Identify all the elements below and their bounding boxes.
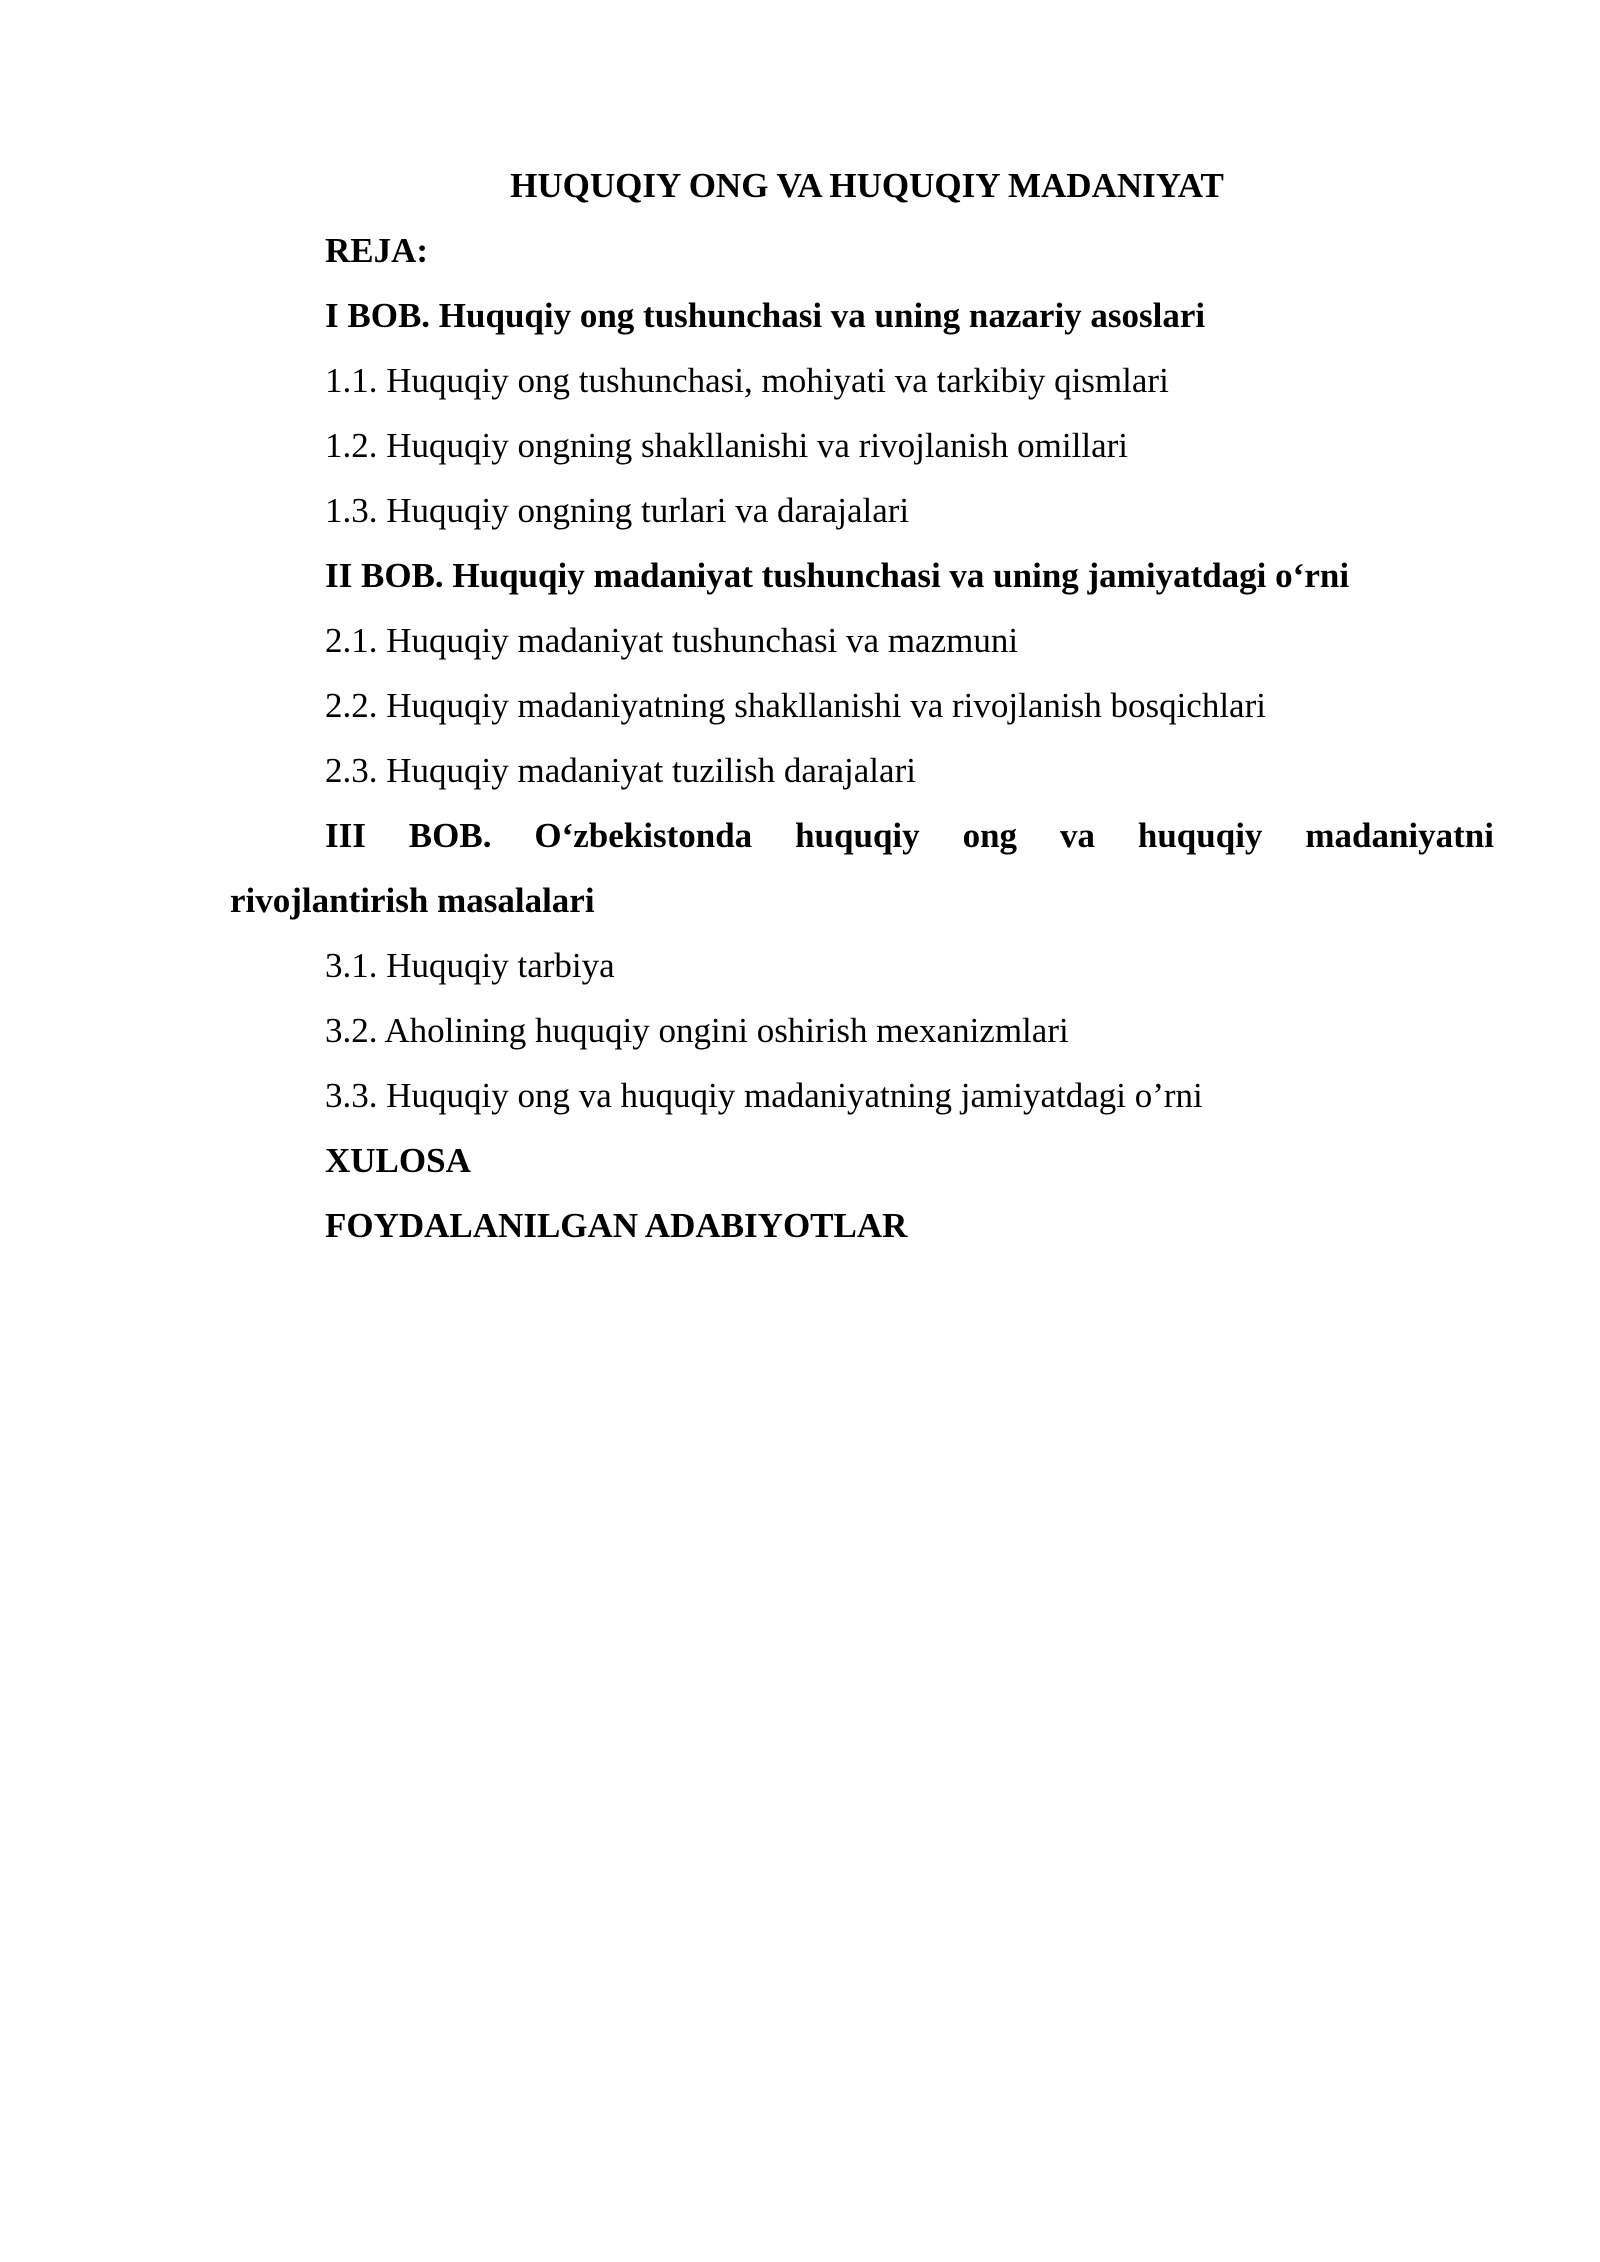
section-3-2: 3.2. Aholining huquqiy ongini oshirish mexanizmlari [325, 1011, 1069, 1050]
section-2-2: 2.2. Huquqiy madaniyatning shakllanishi va rivojlanish bosqichlari [325, 686, 1266, 725]
conclusion-heading: XULOSA [325, 1141, 471, 1180]
references-heading: FOYDALANILGAN ADABIYOTLAR [325, 1206, 908, 1245]
chapter-3-heading-continuation: rivojlantirish masalalari [230, 881, 595, 920]
section-1-3: 1.3. Huquqiy ongning turlari va darajalari [325, 491, 910, 530]
chapter-2-heading: II BOB. Huquqiy madaniyat tushunchasi va uning jamiyatdagi o‘rni [325, 556, 1350, 595]
section-3-1: 3.1. Huquqiy tarbiya [325, 946, 615, 985]
chapter-1-heading: I BOB. Huquqiy ong tushunchasi va uning nazariy asoslari [325, 296, 1206, 335]
section-3-3: 3.3. Huquqiy ong va huquqiy madaniyatning jamiyatdagi o’rni [325, 1076, 1203, 1115]
section-1-1: 1.1. Huquqiy ong tushunchasi, mohiyati va tarkibiy qismlari [325, 361, 1169, 400]
section-1-2: 1.2. Huquqiy ongning shakllanishi va rivojlanish omillari [325, 426, 1128, 465]
chapter-3-heading: III BOB. O‘zbekistonda huquqiy ong va huquqiy madaniyatni [325, 816, 1494, 855]
section-2-3: 2.3. Huquqiy madaniyat tuzilish darajalari [325, 751, 916, 790]
document-title: HUQUQIY ONG VA HUQUQIY MADANIYAT [510, 166, 1224, 205]
section-2-1: 2.1. Huquqiy madaniyat tushunchasi va mazmuni [325, 621, 1019, 660]
plan-heading: REJA: [325, 231, 429, 270]
document-body [230, 153, 1494, 1258]
